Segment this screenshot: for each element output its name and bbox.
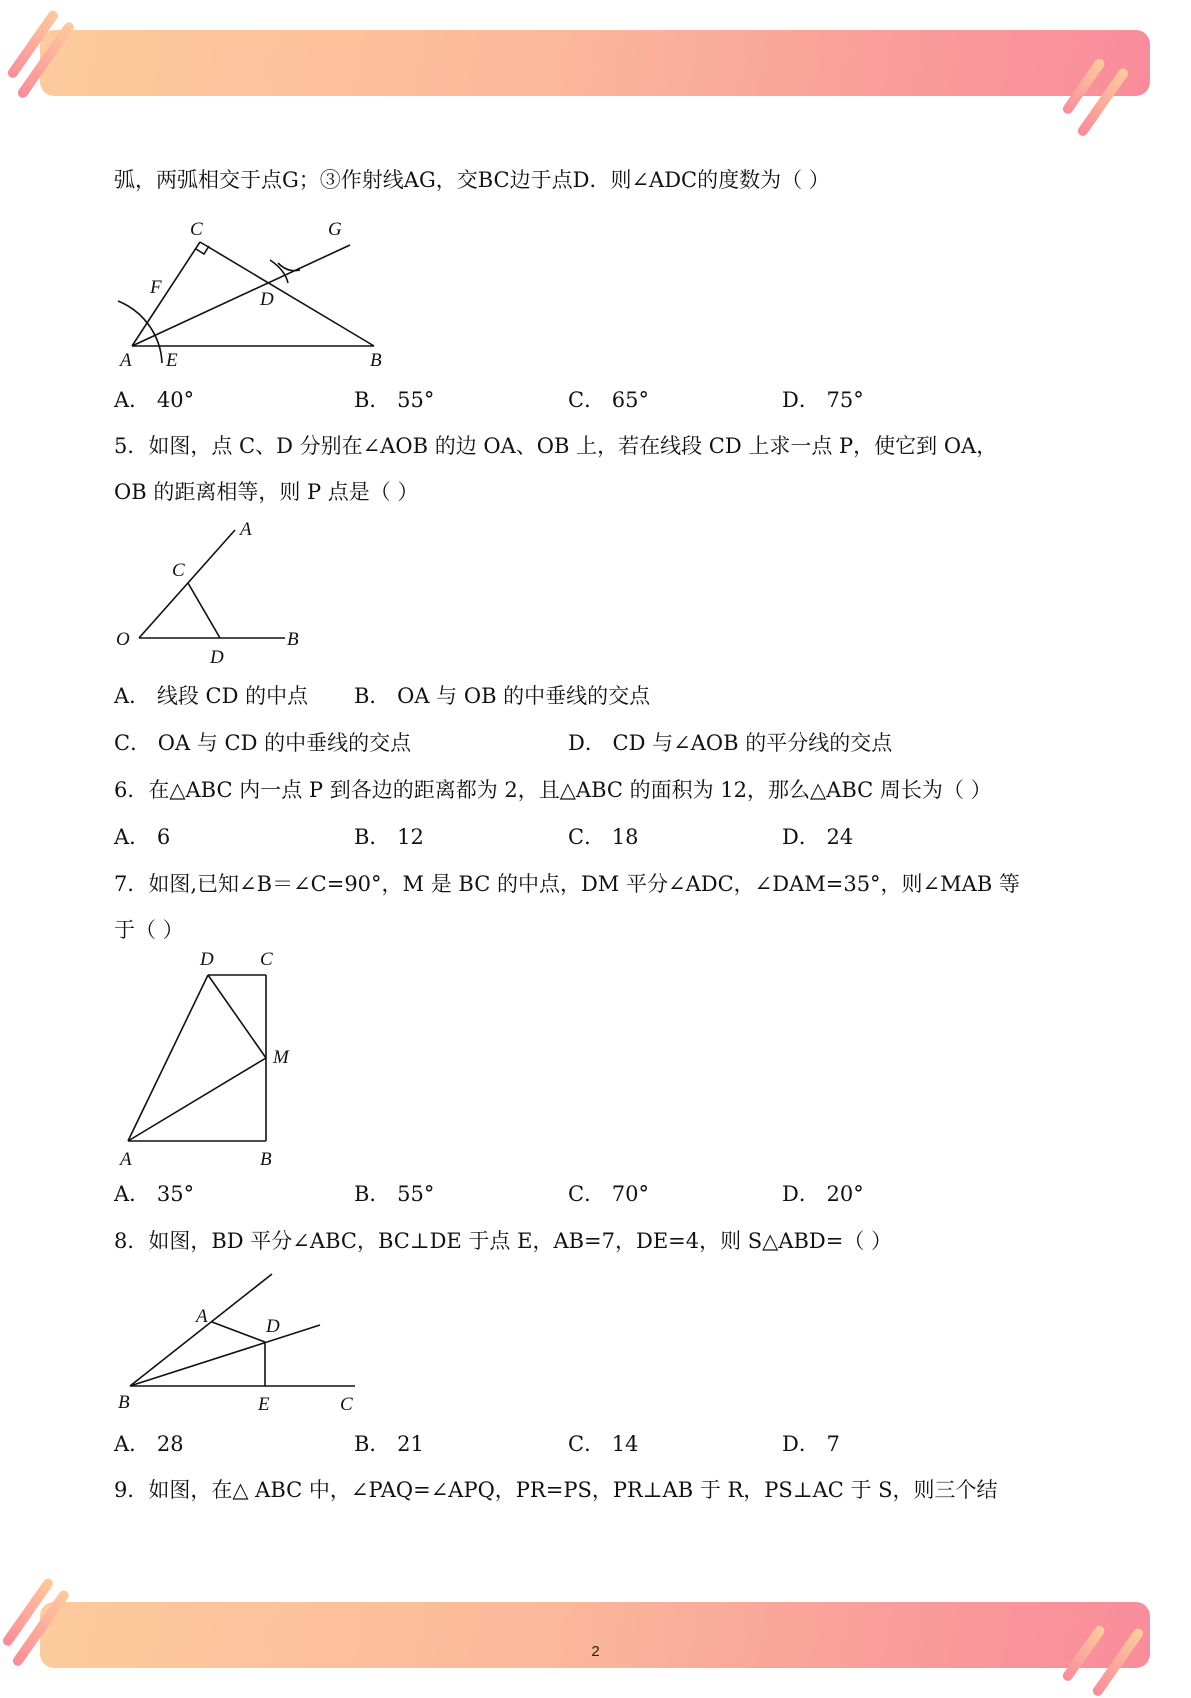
segment-DM <box>208 975 266 1058</box>
q5-option-d[interactable]: D． CD 与∠AOB 的平分线的交点 <box>568 731 893 755</box>
ray-OA-visible <box>139 530 235 638</box>
q5-option-b[interactable]: B． OA 与 OB 的中垂线的交点 <box>354 684 651 708</box>
label-D: D <box>266 1316 280 1337</box>
q9-stem: 9．如图，在△ ABC 中，∠PAQ=∠APQ，PR=PS，PR⊥AB 于 R，PS⊥AC 于 S，则三个结 <box>114 1478 998 1502</box>
label-G: G <box>328 219 342 240</box>
label-O: O <box>116 629 130 650</box>
label-E: E <box>166 350 178 371</box>
q8-option-b[interactable]: B． 21 <box>354 1432 424 1456</box>
label-D: D <box>260 289 274 310</box>
ray-BA <box>130 1274 272 1386</box>
q6-option-c[interactable]: C． 18 <box>568 825 639 849</box>
q8-option-a[interactable]: A． 28 <box>114 1432 184 1456</box>
q4-option-a[interactable]: A． 40° <box>114 388 195 412</box>
q7-option-a[interactable]: A． 35° <box>114 1182 195 1206</box>
label-C: C <box>190 219 203 240</box>
q5-option-a[interactable]: A． 线段 CD 的中点 <box>114 684 309 708</box>
label-B: B <box>370 350 382 371</box>
label-B: B <box>118 1392 130 1413</box>
q8-stem: 8．如图，BD 平分∠ABC，BC⊥DE 于点 E，AB=7，DE=4，则 S△ABD=（ ） <box>114 1229 893 1253</box>
label-D: D <box>200 949 214 970</box>
label-C: C <box>340 1394 353 1415</box>
q8-option-d[interactable]: D． 7 <box>782 1432 840 1456</box>
label-A: A <box>120 1149 132 1170</box>
segment-CD <box>188 583 220 638</box>
q6-option-b[interactable]: B． 12 <box>354 825 424 849</box>
header-banner <box>40 30 1150 96</box>
q4-option-b[interactable]: B． 55° <box>354 388 435 412</box>
segment-CB <box>200 242 374 346</box>
label-F: F <box>150 277 162 298</box>
q5-figure <box>110 520 340 670</box>
right-angle-mark <box>196 246 209 254</box>
q7-option-c[interactable]: C． 70° <box>568 1182 649 1206</box>
label-D: D <box>210 647 224 668</box>
q5-option-c[interactable]: C． OA 与 CD 的中垂线的交点 <box>114 731 412 755</box>
q7-option-d[interactable]: D． 20° <box>782 1182 864 1206</box>
ray-BD <box>130 1325 320 1386</box>
q4-option-d[interactable]: D． 75° <box>782 388 864 412</box>
q7-stem-line2: 于（ ） <box>114 918 184 942</box>
q6-option-d[interactable]: D． 24 <box>782 825 854 849</box>
q7-stem-line1: 7．如图,已知∠B＝∠C=90°，M 是 BC 的中点，DM 平分∠ADC，∠DAM=35°，则∠MAB 等 <box>114 872 1020 896</box>
segment-AD <box>212 1322 265 1342</box>
q6-option-a[interactable]: A． 6 <box>114 825 171 849</box>
label-A: A <box>120 350 132 371</box>
q4-stem: 弧，两弧相交于点G；③作射线AG，交BC边于点D．则∠ADC的度数为（ ） <box>114 168 830 192</box>
label-E: E <box>258 1394 270 1415</box>
page-number: 2 <box>591 1643 600 1660</box>
label-A: A <box>240 519 252 540</box>
label-M: M <box>273 1047 289 1068</box>
label-A: A <box>196 1306 208 1327</box>
label-C: C <box>172 560 185 581</box>
q7-figure <box>110 950 360 1180</box>
q4-figure <box>110 215 400 375</box>
q8-option-c[interactable]: C． 14 <box>568 1432 639 1456</box>
q6-stem: 6．在△ABC 内一点 P 到各边的距离都为 2，且△ABC 的面积为 12，那么△ABC 周长为（ ） <box>114 778 992 802</box>
label-B: B <box>260 1149 272 1170</box>
q5-stem-line2: OB 的距离相等，则 P 点是（ ） <box>114 480 419 504</box>
label-C: C <box>260 949 273 970</box>
q8-figure <box>110 1270 370 1420</box>
q4-option-c[interactable]: C． 65° <box>568 388 649 412</box>
q5-stem-line1: 5．如图，点 C、D 分别在∠AOB 的边 OA、OB 上，若在线段 CD 上求一点 P，使它到 OA， <box>114 434 998 458</box>
q7-option-b[interactable]: B． 55° <box>354 1182 435 1206</box>
label-B: B <box>287 629 299 650</box>
